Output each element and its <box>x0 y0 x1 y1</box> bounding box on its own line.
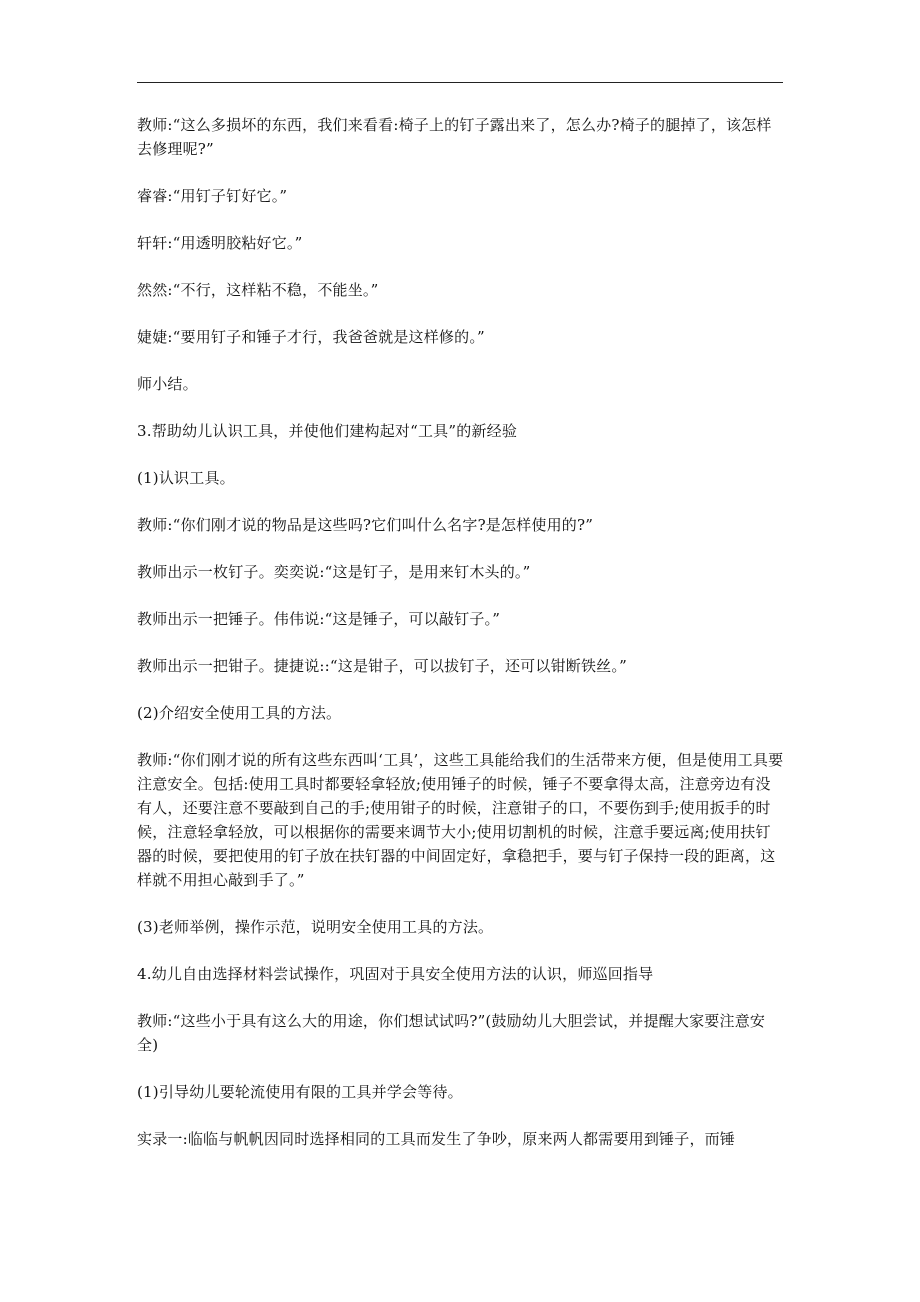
subheading-1: (1)认识工具。 <box>137 469 235 487</box>
paragraph-6: 师小结。 <box>137 375 198 393</box>
paragraph-17: 教师:“这些小于具有这么大的用途，你们想试试吗?”(鼓励幼儿大胆尝试，并提醒大家要注意安全) <box>137 1012 766 1054</box>
paragraph-9: 教师:“你们刚才说的物品是这些吗?它们叫什么名字?是怎样使用的?” <box>137 516 594 534</box>
subheading-4: (1)引导幼儿要轮流使用有限的工具并学会等待。 <box>137 1083 463 1101</box>
subheading-3: (3)老师举例，操作示范，说明安全使用工具的方法。 <box>137 918 494 936</box>
paragraph-12: 教师出示一把钳子。捷捷说::“这是钳子，可以拔钉子，还可以钳断铁丝。” <box>137 657 627 675</box>
subheading-2: (2)介绍安全使用工具的方法。 <box>137 704 342 722</box>
paragraph-5: 婕婕:“要用钉子和锤子才行，我爸爸就是这样修的。” <box>137 328 485 346</box>
section-heading-3: 3.帮助幼儿认识工具，并使他们建构起对“工具”的新经验 <box>137 422 518 440</box>
paragraph-11: 教师出示一把锤子。伟伟说:“这是锤子，可以敲钉子。” <box>137 610 501 628</box>
paragraph-3: 轩轩:“用透明胶粘好它。” <box>137 234 303 252</box>
document-body <box>137 113 785 1174</box>
paragraph-4: 然然:“不行，这样粘不稳，不能坐。” <box>137 281 379 299</box>
paragraph-19: 实录一:临临与帆帆因同时选择相同的工具而发生了争吵，原来两人都需要用到锤子，而锤 <box>137 1130 736 1148</box>
section-heading-4: 4.幼儿自由选择材料尝试操作，巩固对于具安全使用方法的认识，师巡回指导 <box>137 965 654 983</box>
paragraph-2: 睿睿:“用钉子钉好它。” <box>137 187 288 205</box>
paragraph-1: 教师:“这么多损坏的东西，我们来看看:椅子上的钉子露出来了，怎么办?椅子的腿掉了，该怎样去修理呢?” <box>137 116 772 158</box>
paragraph-10: 教师出示一枚钉子。奕奕说:“这是钉子，是用来钉木头的。” <box>137 563 531 581</box>
paragraph-14: 教师:“你们刚才说的所有这些东西叫‘工具’，这些工具能给我们的生活带来方便，但是使用工具要注意安全。包括:使用工具时都要轻拿轻放;使用锤子的时候，锤子不要拿得太高，注意旁边有没有人，还要注意不要敲到自己的手;使用钳子的时候，注意钳子的口，不要伤到手;使用扳手的时候，注意轻拿轻放，可以根据你的需要来调节大小;使用切割机的时候，注意手要远离;使用扶钉器的时候，要把使用的钉子放在扶钉器的中间固定好，拿稳把手，要与钉子保持一段的距离，这样就不用担心敲到手了。” <box>137 751 784 889</box>
header-rule <box>137 82 783 83</box>
